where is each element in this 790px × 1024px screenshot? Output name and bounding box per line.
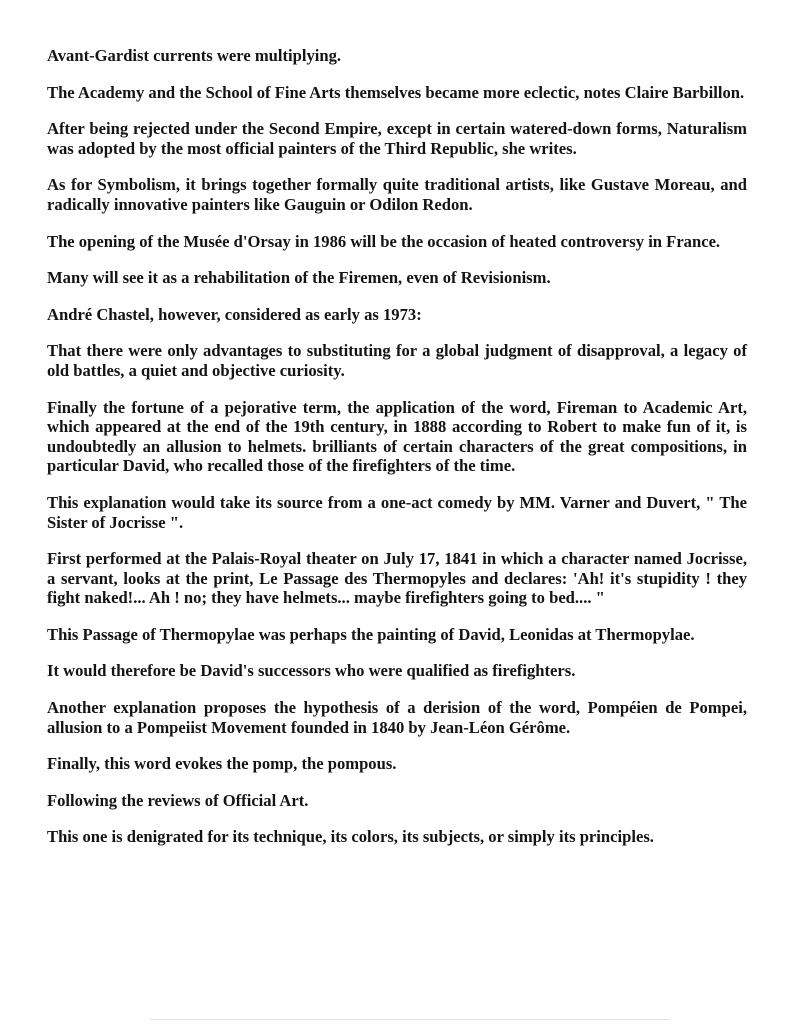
paragraph: This explanation would take its source from a one-act comedy by MM. Varner and Duvert, " The Sister of Jocrisse ". — [47, 492, 747, 532]
paragraph: Finally, this word evokes the pomp, the pompous. — [47, 754, 397, 774]
paragraph: Many will see it as a rehabilitation of the Firemen, even of Revisionism. — [47, 268, 551, 288]
paragraph: André Chastel, however, considered as early as 1973: — [47, 304, 422, 324]
paragraph: As for Symbolism, it brings together formally quite traditional artists, like Gustave Moreau, and radically innovative painters like Gauguin or Odilon Redon. — [47, 175, 747, 214]
paragraph: The opening of the Musée d'Orsay in 1986 will be the occasion of heated controversy in France. — [47, 231, 721, 251]
paragraph: It would therefore be David's successors who were qualified as firefighters. — [47, 661, 576, 681]
paragraph: After being rejected under the Second Empire, except in certain watered-down forms, Naturalism was adopted by the most official painters of the Third Republic, she writes. — [47, 119, 747, 158]
paragraph: Following the reviews of Official Art. — [47, 790, 309, 810]
scan-edge-line — [150, 1019, 670, 1020]
body-text — [47, 46, 747, 864]
paragraph: Avant-Gardist currents were multiplying. — [47, 46, 342, 65]
paragraph: Finally the fortune of a pejorative term, the application of the word, Fireman to Academic Art, which appeared at the end of the 19th century, in 1888 according to Robert to make fun of it, is undoubtedly an allusion to helmets. brilliants of certain characters of the great compositions, in particular David, who recalled those of the firefighters of the time. — [47, 397, 747, 476]
paragraph: This Passage of Thermopylae was perhaps the painting of David, Leonidas at Thermopylae. — [47, 624, 695, 644]
paragraph: The Academy and the School of Fine Arts themselves became more eclectic, notes Claire Barbillon. — [47, 82, 745, 102]
paragraph: Another explanation proposes the hypothesis of a derision of the word, Pompéien de Pompei, allusion to a Pompeiist Movement founded in 1840 by Jean-Léon Gérôme. — [47, 698, 747, 737]
paragraph: That there were only advantages to substituting for a global judgment of disapproval, a legacy of old battles, a quiet and objective curiosity. — [47, 341, 747, 380]
paragraph: First performed at the Palais-Royal theater on July 17, 1841 in which a character named Jocrisse, a servant, looks at the print, Le Passage des Thermopyles and declares: 'Ah! it's stupidity ! they fight naked!... Ah ! no; they have helmets... maybe firefighters going to bed.... " — [47, 549, 747, 608]
paragraph: This one is denigrated for its technique, its colors, its subjects, or simply its principles. — [47, 827, 654, 847]
